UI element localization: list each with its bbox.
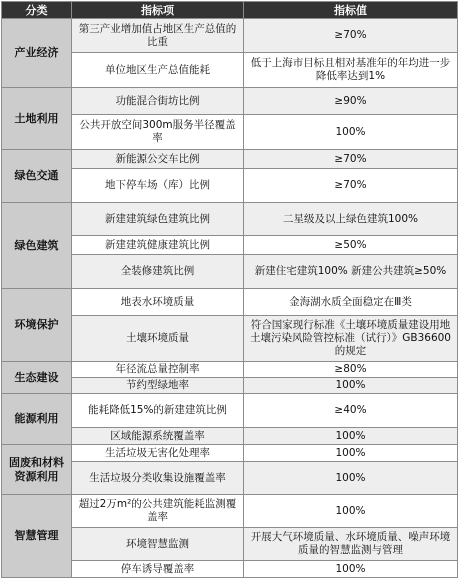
indicator-cell: 功能混合街坊比例 bbox=[72, 88, 244, 115]
indicator-cell: 新建建筑健康建筑比例 bbox=[72, 236, 244, 255]
category-cell: 土地利用 bbox=[2, 88, 72, 150]
value-cell: 100% bbox=[244, 378, 458, 394]
category-cell: 能源利用 bbox=[2, 394, 72, 445]
value-cell: 开展大气环境质量、水环境质量、噪声环境质量的智慧监测与管理 bbox=[244, 528, 458, 561]
indicator-cell: 公共开放空间300m服务半径覆盖率 bbox=[72, 115, 244, 150]
category-cell: 固废和材料资源利用 bbox=[2, 445, 72, 495]
value-cell: ≥70% bbox=[244, 19, 458, 53]
value-cell: 100% bbox=[244, 428, 458, 445]
value-cell: ≥40% bbox=[244, 394, 458, 428]
indicator-cell: 年径流总量控制率 bbox=[72, 362, 244, 378]
header-value: 指标值 bbox=[244, 2, 458, 19]
indicator-table bbox=[1, 1, 458, 578]
value-cell: ≥70% bbox=[244, 150, 458, 169]
category-cell: 绿色建筑 bbox=[2, 203, 72, 289]
indicator-cell: 第三产业增加值占地区生产总值的比重 bbox=[72, 19, 244, 53]
indicator-cell: 生活垃圾无害化处理率 bbox=[72, 445, 244, 462]
header-row bbox=[2, 2, 458, 19]
indicator-cell: 能耗降低15%的新建建筑比例 bbox=[72, 394, 244, 428]
indicator-cell: 停车诱导覆盖率 bbox=[72, 561, 244, 578]
indicator-cell: 单位地区生产总值能耗 bbox=[72, 53, 244, 88]
value-cell: 100% bbox=[244, 561, 458, 578]
value-cell: 100% bbox=[244, 495, 458, 528]
category-cell: 绿色交通 bbox=[2, 150, 72, 203]
value-cell: ≥50% bbox=[244, 236, 458, 255]
header-category: 分类 bbox=[2, 2, 72, 19]
value-cell: 低于上海市目标且相对基准年的年均进一步降低率达到1% bbox=[244, 53, 458, 88]
table-row bbox=[2, 289, 458, 316]
indicator-cell: 节约型绿地率 bbox=[72, 378, 244, 394]
indicator-cell: 超过2万m²的公共建筑能耗监测覆盖率 bbox=[72, 495, 244, 528]
value-cell: 新建住宅建筑100% 新建公共建筑≥50% bbox=[244, 255, 458, 289]
category-cell: 生态建设 bbox=[2, 362, 72, 394]
indicator-cell: 新能源公交车比例 bbox=[72, 150, 244, 169]
indicator-cell: 地表水环境质量 bbox=[72, 289, 244, 316]
value-cell: 符合国家现行标准《土壤环境质量建设用地土壤污染风险管控标准（试行）》GB36600的规定 bbox=[244, 316, 458, 362]
indicator-cell: 地下停车场（库）比例 bbox=[72, 169, 244, 203]
header-indicator: 指标项 bbox=[72, 2, 244, 19]
indicator-cell: 环境智慧监测 bbox=[72, 528, 244, 561]
indicator-cell: 新建建筑绿色建筑比例 bbox=[72, 203, 244, 236]
indicator-cell: 土壤环境质量 bbox=[72, 316, 244, 362]
category-cell: 环境保护 bbox=[2, 289, 72, 362]
table-row bbox=[2, 495, 458, 528]
table-row bbox=[2, 394, 458, 428]
table-row bbox=[2, 88, 458, 115]
table-row bbox=[2, 203, 458, 236]
table-row bbox=[2, 445, 458, 462]
indicator-cell: 生活垃圾分类收集设施覆盖率 bbox=[72, 462, 244, 495]
value-cell: ≥70% bbox=[244, 169, 458, 203]
table-row bbox=[2, 150, 458, 169]
table-row bbox=[2, 19, 458, 53]
indicator-cell: 全装修建筑比例 bbox=[72, 255, 244, 289]
table-row bbox=[2, 362, 458, 378]
value-cell: ≥80% bbox=[244, 362, 458, 378]
category-cell: 产业经济 bbox=[2, 19, 72, 88]
value-cell: 100% bbox=[244, 445, 458, 462]
indicator-cell: 区域能源系统覆盖率 bbox=[72, 428, 244, 445]
value-cell: 100% bbox=[244, 115, 458, 150]
value-cell: 二星级及以上绿色建筑100% bbox=[244, 203, 458, 236]
value-cell: 金海湖水质全面稳定在Ⅲ类 bbox=[244, 289, 458, 316]
value-cell: 100% bbox=[244, 462, 458, 495]
value-cell: ≥90% bbox=[244, 88, 458, 115]
category-cell: 智慧管理 bbox=[2, 495, 72, 578]
